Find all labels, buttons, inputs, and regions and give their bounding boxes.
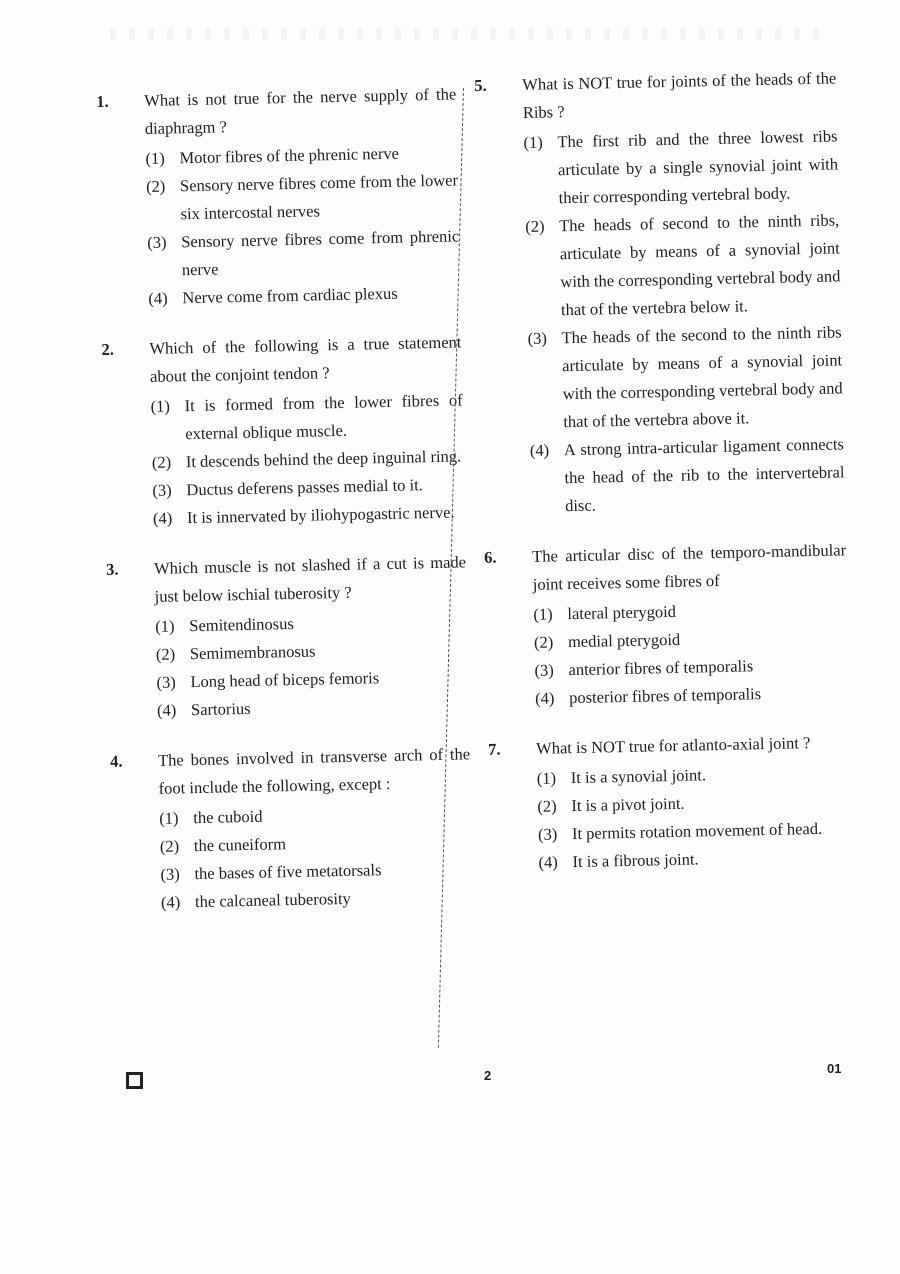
option-number: (3): [152, 480, 172, 500]
option-text: posterior fibres of temporalis: [568, 684, 762, 708]
option-text: It permits rotation movement of head.: [571, 818, 823, 844]
question-text: Which of the following is a true statement about the conjoint tendon ?: [149, 332, 462, 386]
question-7: [488, 728, 853, 878]
options-list: [533, 594, 849, 713]
option-2: [146, 166, 459, 229]
option-number: (3): [537, 824, 558, 844]
booklet-code: 01: [827, 1061, 842, 1076]
option-number: (4): [529, 440, 550, 460]
option-number: (4): [534, 688, 555, 708]
option-number: (3): [147, 232, 167, 252]
options-list: [155, 606, 469, 725]
option-number: (2): [533, 632, 554, 652]
option-text: medial pterygoid: [567, 629, 681, 652]
option-text: Motor fibres of the phrenic nerve: [179, 143, 400, 168]
option-number: (2): [151, 452, 172, 472]
option-text: Semitendinosus: [189, 613, 294, 636]
option-text: It descends behind the deep inguinal ring.: [185, 446, 462, 472]
options-list: [537, 758, 853, 877]
option-number: (4): [148, 288, 168, 308]
question-number: 7.: [487, 739, 501, 759]
options-list: [150, 386, 465, 533]
scan-noise-header: [110, 28, 830, 40]
option-text: Sensory nerve fibres come from phrenic nerve: [181, 226, 460, 280]
option-text: A strong intra-articular ligament connects the head of the rib to the intervertebral disc.: [563, 434, 845, 516]
option-number: (3): [527, 328, 548, 348]
option-number: (4): [152, 508, 173, 528]
option-4: [535, 678, 850, 713]
option-number: (1): [533, 604, 553, 624]
option-number: (2): [155, 644, 176, 664]
option-text: the calcaneal tuberosity: [194, 888, 351, 912]
question-5: [474, 64, 845, 521]
option-number: (3): [160, 864, 180, 884]
option-text: The heads of the second to the ninth ribs articulate by means of a synovial joint with the corresponding vertebral body and that of the vertebra above it.: [561, 322, 843, 432]
question-text: The bones involved in transverse arch of the foot include the following, except :: [157, 744, 471, 798]
option-4: [157, 690, 470, 725]
option-text: the cuboid: [193, 806, 263, 828]
option-text: Ductus deferens passes medial to it.: [186, 475, 424, 500]
option-text: Sensory nerve fibres come from the lower six intercostal nerves: [179, 170, 459, 224]
question-3: [106, 548, 469, 726]
option-number: (2): [525, 216, 545, 236]
option-number: (4): [160, 892, 181, 912]
option-text: the cuneiform: [193, 834, 287, 856]
option-number: (1): [150, 396, 171, 416]
question-number: 6.: [483, 547, 497, 567]
option-text: lateral pterygoid: [567, 601, 677, 624]
option-text: The first rib and the three lowest ribs articulate by a single synovial joint with their corresponding vertebral body.: [557, 126, 839, 208]
option-4: [153, 498, 466, 533]
option-4: [148, 278, 461, 313]
option-3: [527, 318, 843, 437]
option-number: (1): [159, 808, 179, 828]
option-number: (1): [155, 616, 175, 636]
option-text: The heads of second to the ninth ribs, articulate by means of a synovial joint with the corresponding vertebral body and that of the vertebra below it.: [559, 210, 841, 320]
option-1: [523, 122, 839, 213]
options-list: [145, 138, 460, 312]
page-number: 2: [484, 1068, 492, 1083]
option-number: (2): [159, 836, 180, 856]
question-number: 4.: [109, 751, 123, 771]
left-column: [96, 80, 474, 939]
option-number: (1): [145, 148, 165, 168]
option-number: (4): [538, 852, 559, 872]
option-1: [150, 386, 463, 449]
question-4: [110, 740, 473, 918]
option-number: (1): [536, 768, 557, 788]
option-text: Long head of biceps femoris: [190, 668, 380, 692]
question-text: What is not true for the nerve supply of the diaphragm ?: [144, 84, 457, 138]
option-text: Semimembranosus: [189, 641, 316, 664]
corner-box-mark: [126, 1072, 143, 1089]
options-list: [159, 798, 473, 917]
option-4: [538, 842, 853, 877]
option-number: (2): [145, 176, 166, 196]
option-4: [530, 430, 846, 521]
option-number: (2): [537, 796, 557, 816]
option-2: [525, 206, 841, 325]
question-2: [101, 328, 465, 533]
question-text: What is NOT true for joints of the heads of the Ribs ?: [522, 68, 837, 122]
question-number: 3.: [105, 559, 119, 579]
option-text: It is a pivot joint.: [571, 793, 685, 816]
option-text: anterior fibres of temporalis: [568, 656, 754, 680]
question-6: [484, 536, 849, 714]
option-text: It is innervated by iliohypogastric nerve.: [186, 502, 455, 528]
question-text: What is NOT true for atlanto-axial joint ?: [535, 733, 811, 758]
question-1: [96, 80, 461, 313]
option-number: (1): [523, 132, 543, 152]
option-number: (3): [156, 672, 176, 692]
question-number: 5.: [474, 75, 487, 95]
option-text: It is a fibrous joint.: [572, 849, 699, 872]
option-text: It is formed from the lower fibres of external oblique muscle.: [184, 390, 463, 444]
option-number: (4): [156, 700, 177, 720]
question-text: The articular disc of the temporo-mandibular joint receives some fibres of: [531, 540, 847, 594]
option-3: [147, 222, 460, 285]
right-column: [474, 64, 853, 899]
option-text: It is a synovial joint.: [570, 765, 707, 788]
option-text: the bases of five metatorsals: [194, 860, 382, 884]
question-text: Which muscle is not slashed if a cut is made just below ischial tuberosity ?: [153, 552, 467, 606]
question-number: 2.: [101, 339, 115, 359]
option-number: (3): [534, 660, 554, 680]
option-text: Sartorius: [190, 698, 251, 720]
question-number: 1.: [96, 91, 109, 111]
option-text: Nerve come from cardiac plexus: [182, 283, 398, 308]
option-4: [161, 882, 474, 917]
options-list: [523, 122, 845, 520]
